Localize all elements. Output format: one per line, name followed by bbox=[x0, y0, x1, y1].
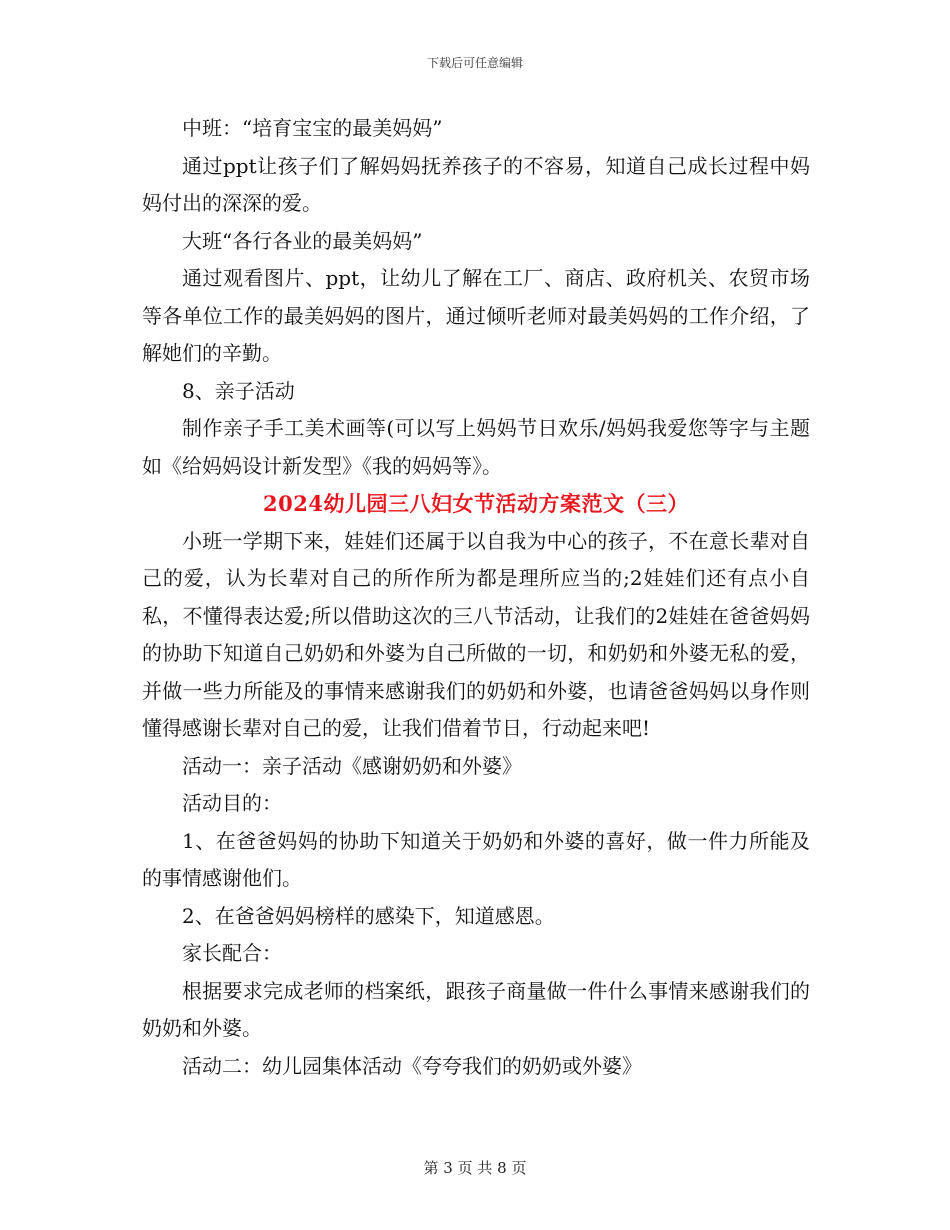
page-header-note: 下载后可任意编辑 bbox=[426, 56, 523, 70]
paragraph-activity-one: 活动一：亲子活动《感谢奶奶和外婆》 bbox=[182, 753, 522, 778]
paragraph-middle-class-desc: 通过ppt让孩子们了解妈妈抚养孩子的不容易，知道自己成长过程中妈妈付出的深深的爱。 bbox=[142, 153, 810, 215]
paragraph-senior-class-title: 大班“各行各业的最美妈妈” bbox=[182, 228, 423, 253]
paragraph-intro: 小班一学期下来，娃娃们还属于以自我为中心的孩子，不在意长辈对自己的爱，认为长辈对自己的所作所为都是理所应当的;2娃娃们还有点小自私，不懂得表达爱;所以借助这次的三八节活动，让我们的2娃娃在爸爸妈妈的协助下知道自己奶奶和外婆为自己所做的一切，和奶奶和外婆无私的爱，并做一些力所能及的事情来感谢我们的奶奶和外婆，也请爸爸妈妈以身作则懂得感谢长辈对自己的爱，让我们借着节日，行动起来吧! bbox=[142, 528, 810, 740]
page-number: 第 3 页 共 8 页 bbox=[423, 1159, 527, 1177]
paragraph-activity-goal-label: 活动目的： bbox=[182, 791, 282, 815]
document-body bbox=[142, 110, 810, 1085]
paragraph-senior-class-desc: 通过观看图片、ppt，让幼儿了解在工厂、商店、政府机关、农贸市场等各单位工作的最美妈妈的图片，通过倾听老师对最美妈妈的工作介绍，了解她们的辛勤。 bbox=[142, 266, 810, 365]
paragraph-parent-child-desc: 制作亲子手工美术画等(可以写上妈妈节日欢乐/妈妈我爱您等字与主题如《给妈妈设计新发型》《我的妈妈等》。 bbox=[142, 416, 810, 478]
paragraph-goal-two: 2、在爸爸妈妈榜样的感染下，知道感恩。 bbox=[182, 903, 555, 928]
paragraph-activity-two: 活动二：幼儿园集体活动《夸夸我们的奶奶或外婆》 bbox=[182, 1053, 642, 1078]
section-title: 2024幼儿园三八妇女节活动方案范文（三） bbox=[263, 491, 689, 516]
paragraph-parent-cooperation-desc: 根据要求完成老师的档案纸，跟孩子商量做一件什么事情来感谢我们的奶奶和外婆。 bbox=[142, 978, 810, 1040]
paragraph-middle-class-title: 中班：“培育宝宝的最美妈妈” bbox=[182, 116, 443, 140]
paragraph-goal-one: 1、在爸爸妈妈的协助下知道关于奶奶和外婆的喜好，做一件力所能及的事情感谢他们。 bbox=[142, 828, 810, 890]
paragraph-parent-child-heading: 8、亲子活动 bbox=[182, 378, 295, 403]
paragraph-parent-cooperation-label: 家长配合： bbox=[182, 941, 282, 965]
